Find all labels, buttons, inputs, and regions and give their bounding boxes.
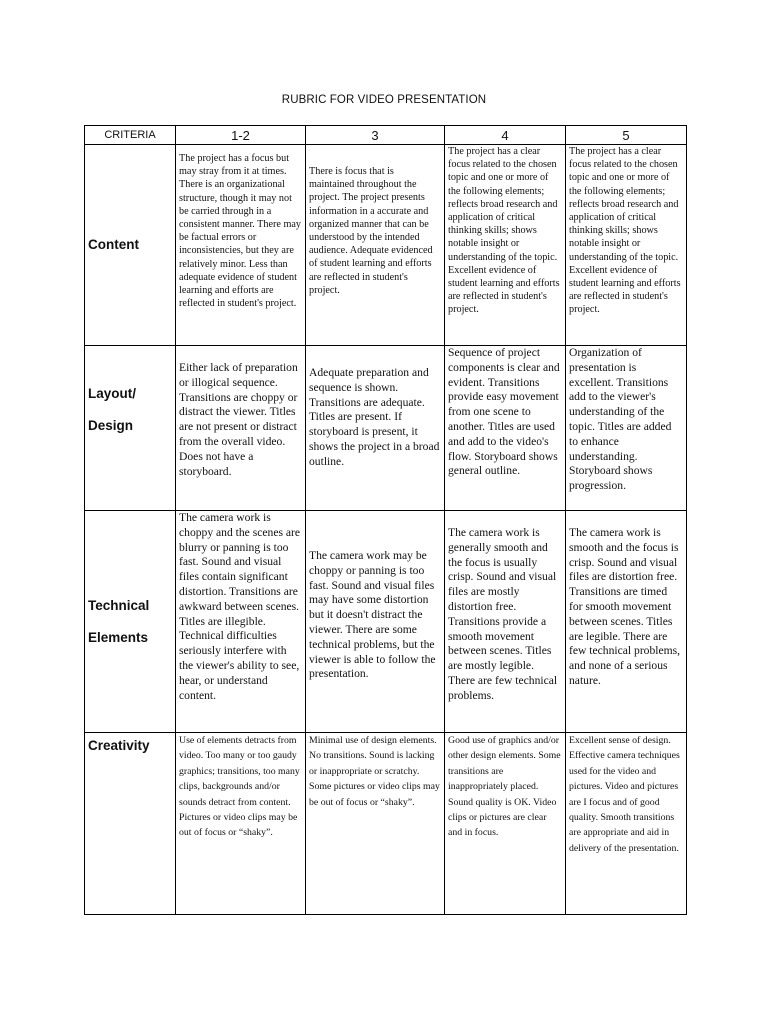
cell-text: The camera work is generally smooth and the focus is usually crisp. Sound and visual files are mostly distortion free. Transitions provide a smooth movement between scenes. Titles are mostly legible. There are few technical problems. xyxy=(448,526,558,702)
cell-creativity-5 xyxy=(566,733,687,915)
criteria-creativity xyxy=(85,733,176,915)
cell-layout-3 xyxy=(306,346,445,511)
header-score-5: 5 xyxy=(566,126,687,145)
cell-text: Either lack of preparation or illogical sequence. Transitions are choppy or distract the viewer. Titles are not present or distract from the overall video. Does not have a storyboard. xyxy=(179,361,298,478)
cell-technical-1-2 xyxy=(176,511,306,733)
cell-text: The camera work may be choppy or panning is too fast. Sound and visual files may have some distortion but it doesn't distract the viewer. There are some technical problems, but the viewer is able to follow the presentation. xyxy=(309,549,436,681)
cell-text: Sequence of project components is clear and evident. Transitions provide easy movement from one scene to another. Titles are used and add to the video's flow. Storyboard shows general outline. xyxy=(448,346,560,478)
cell-text: The project has a clear focus related to the chosen topic and one or more of the following elements; reflects broad research and application of critical thinking skills; shows notable insight or understanding of the topic. Excellent evidence of student learning and efforts are reflected in student's project. xyxy=(569,146,681,316)
row-technical-elements xyxy=(85,511,687,733)
cell-content-1-2 xyxy=(176,145,306,346)
cell-text: Organization of presentation is excellent. Transitions add to the viewer's understanding of the topic. Titles are added to enhance understanding. Storyboard shows progression. xyxy=(569,346,672,493)
criteria-label: Technical xyxy=(88,598,150,613)
cell-text: There is focus that is maintained throughout the project. The project presents information in a accurate and organized manner that can be understood by the intended audience. Adequate evidenced of student learning and efforts are reflected in student's project. xyxy=(309,166,433,296)
header-criteria: CRITERIA xyxy=(85,126,176,145)
header-score-1-2: 1-2 xyxy=(176,126,306,145)
cell-text: Adequate preparation and sequence is shown. Transitions are adequate. Titles are present. If storyboard is present, it shows the project in a broad outline. xyxy=(309,366,440,468)
criteria-label: Layout/ xyxy=(88,386,137,401)
cell-text: The project has a clear focus related to the chosen topic and one or more of the following elements; reflects broad research and application of critical thinking skills; shows notable insight or understanding of the topic. Excellent evidence of student learning and efforts are reflected in student's project. xyxy=(448,146,560,316)
cell-layout-4 xyxy=(445,346,566,511)
cell-text: The camera work is choppy and the scenes are blurry or panning is too fast. Sound and visual files contain significant distortion. Transitions are awkward between scenes. Titles are illegible. Technical difficulties seriously interfere with the viewer's ability to see, hear, or understand content. xyxy=(179,511,301,702)
cell-creativity-3 xyxy=(306,733,445,915)
cell-text: Use of elements detracts from video. Too many or too gaudy graphics; transitions, too many clips, backgrounds and/or sounds detract from content. Pictures or video clips may be out of focus or “shaky”. xyxy=(179,735,300,839)
header-row xyxy=(85,126,687,145)
cell-text: Excellent sense of design. Effective camera techniques used for the video and pictures. Video and pictures are I focus and of good quality. Smooth transitions are appropriate and aid in delivery of the presentation. xyxy=(569,735,680,854)
criteria-label: Design xyxy=(88,418,134,433)
criteria-label: Elements xyxy=(88,630,149,645)
rubric-table xyxy=(84,125,687,915)
cell-text: Minimal use of design elements. No transitions. Sound is lacking or inappropriate or scratchy. Some pictures or video clips may be out of focus or “shaky”. xyxy=(309,735,440,808)
row-layout-design xyxy=(85,346,687,511)
row-creativity xyxy=(85,733,687,915)
cell-content-4 xyxy=(445,145,566,346)
cell-layout-5 xyxy=(566,346,687,511)
cell-creativity-1-2 xyxy=(176,733,306,915)
criteria-content xyxy=(85,145,176,346)
cell-text: The camera work is smooth and the focus is crisp. Sound and visual files are distortion free. Transitions are timed for smooth movement between scenes. Titles are legible. There are few technical problems, and none of a serious nature. xyxy=(569,526,681,687)
cell-content-3 xyxy=(306,145,445,346)
cell-text: Good use of graphics and/or other design elements. Some transitions are inappropriately placed. Sound quality is OK. Video clips or pictures are clear and in focus. xyxy=(448,735,561,839)
header-score-3: 3 xyxy=(306,126,445,145)
cell-creativity-4 xyxy=(445,733,566,915)
cell-technical-4 xyxy=(445,511,566,733)
row-content xyxy=(85,145,687,346)
header-score-4: 4 xyxy=(445,126,566,145)
criteria-label: Content xyxy=(88,237,139,252)
criteria-label: Creativity xyxy=(88,738,150,753)
page-title: RUBRIC FOR VIDEO PRESENTATION xyxy=(281,94,487,106)
cell-technical-3 xyxy=(306,511,445,733)
cell-text: The project has a focus but may stray from it at times. There is an organizational structure, though it may not be carried through in a consistent manner. There may be factual errors or inconsistencies, but they are relatively minor. Less than adequate evidence of student learning and efforts are reflected in student's project. xyxy=(179,153,302,310)
cell-layout-1-2 xyxy=(176,346,306,511)
criteria-layout-design xyxy=(85,346,176,511)
cell-technical-5 xyxy=(566,511,687,733)
cell-content-5 xyxy=(566,145,687,346)
criteria-technical-elements xyxy=(85,511,176,733)
